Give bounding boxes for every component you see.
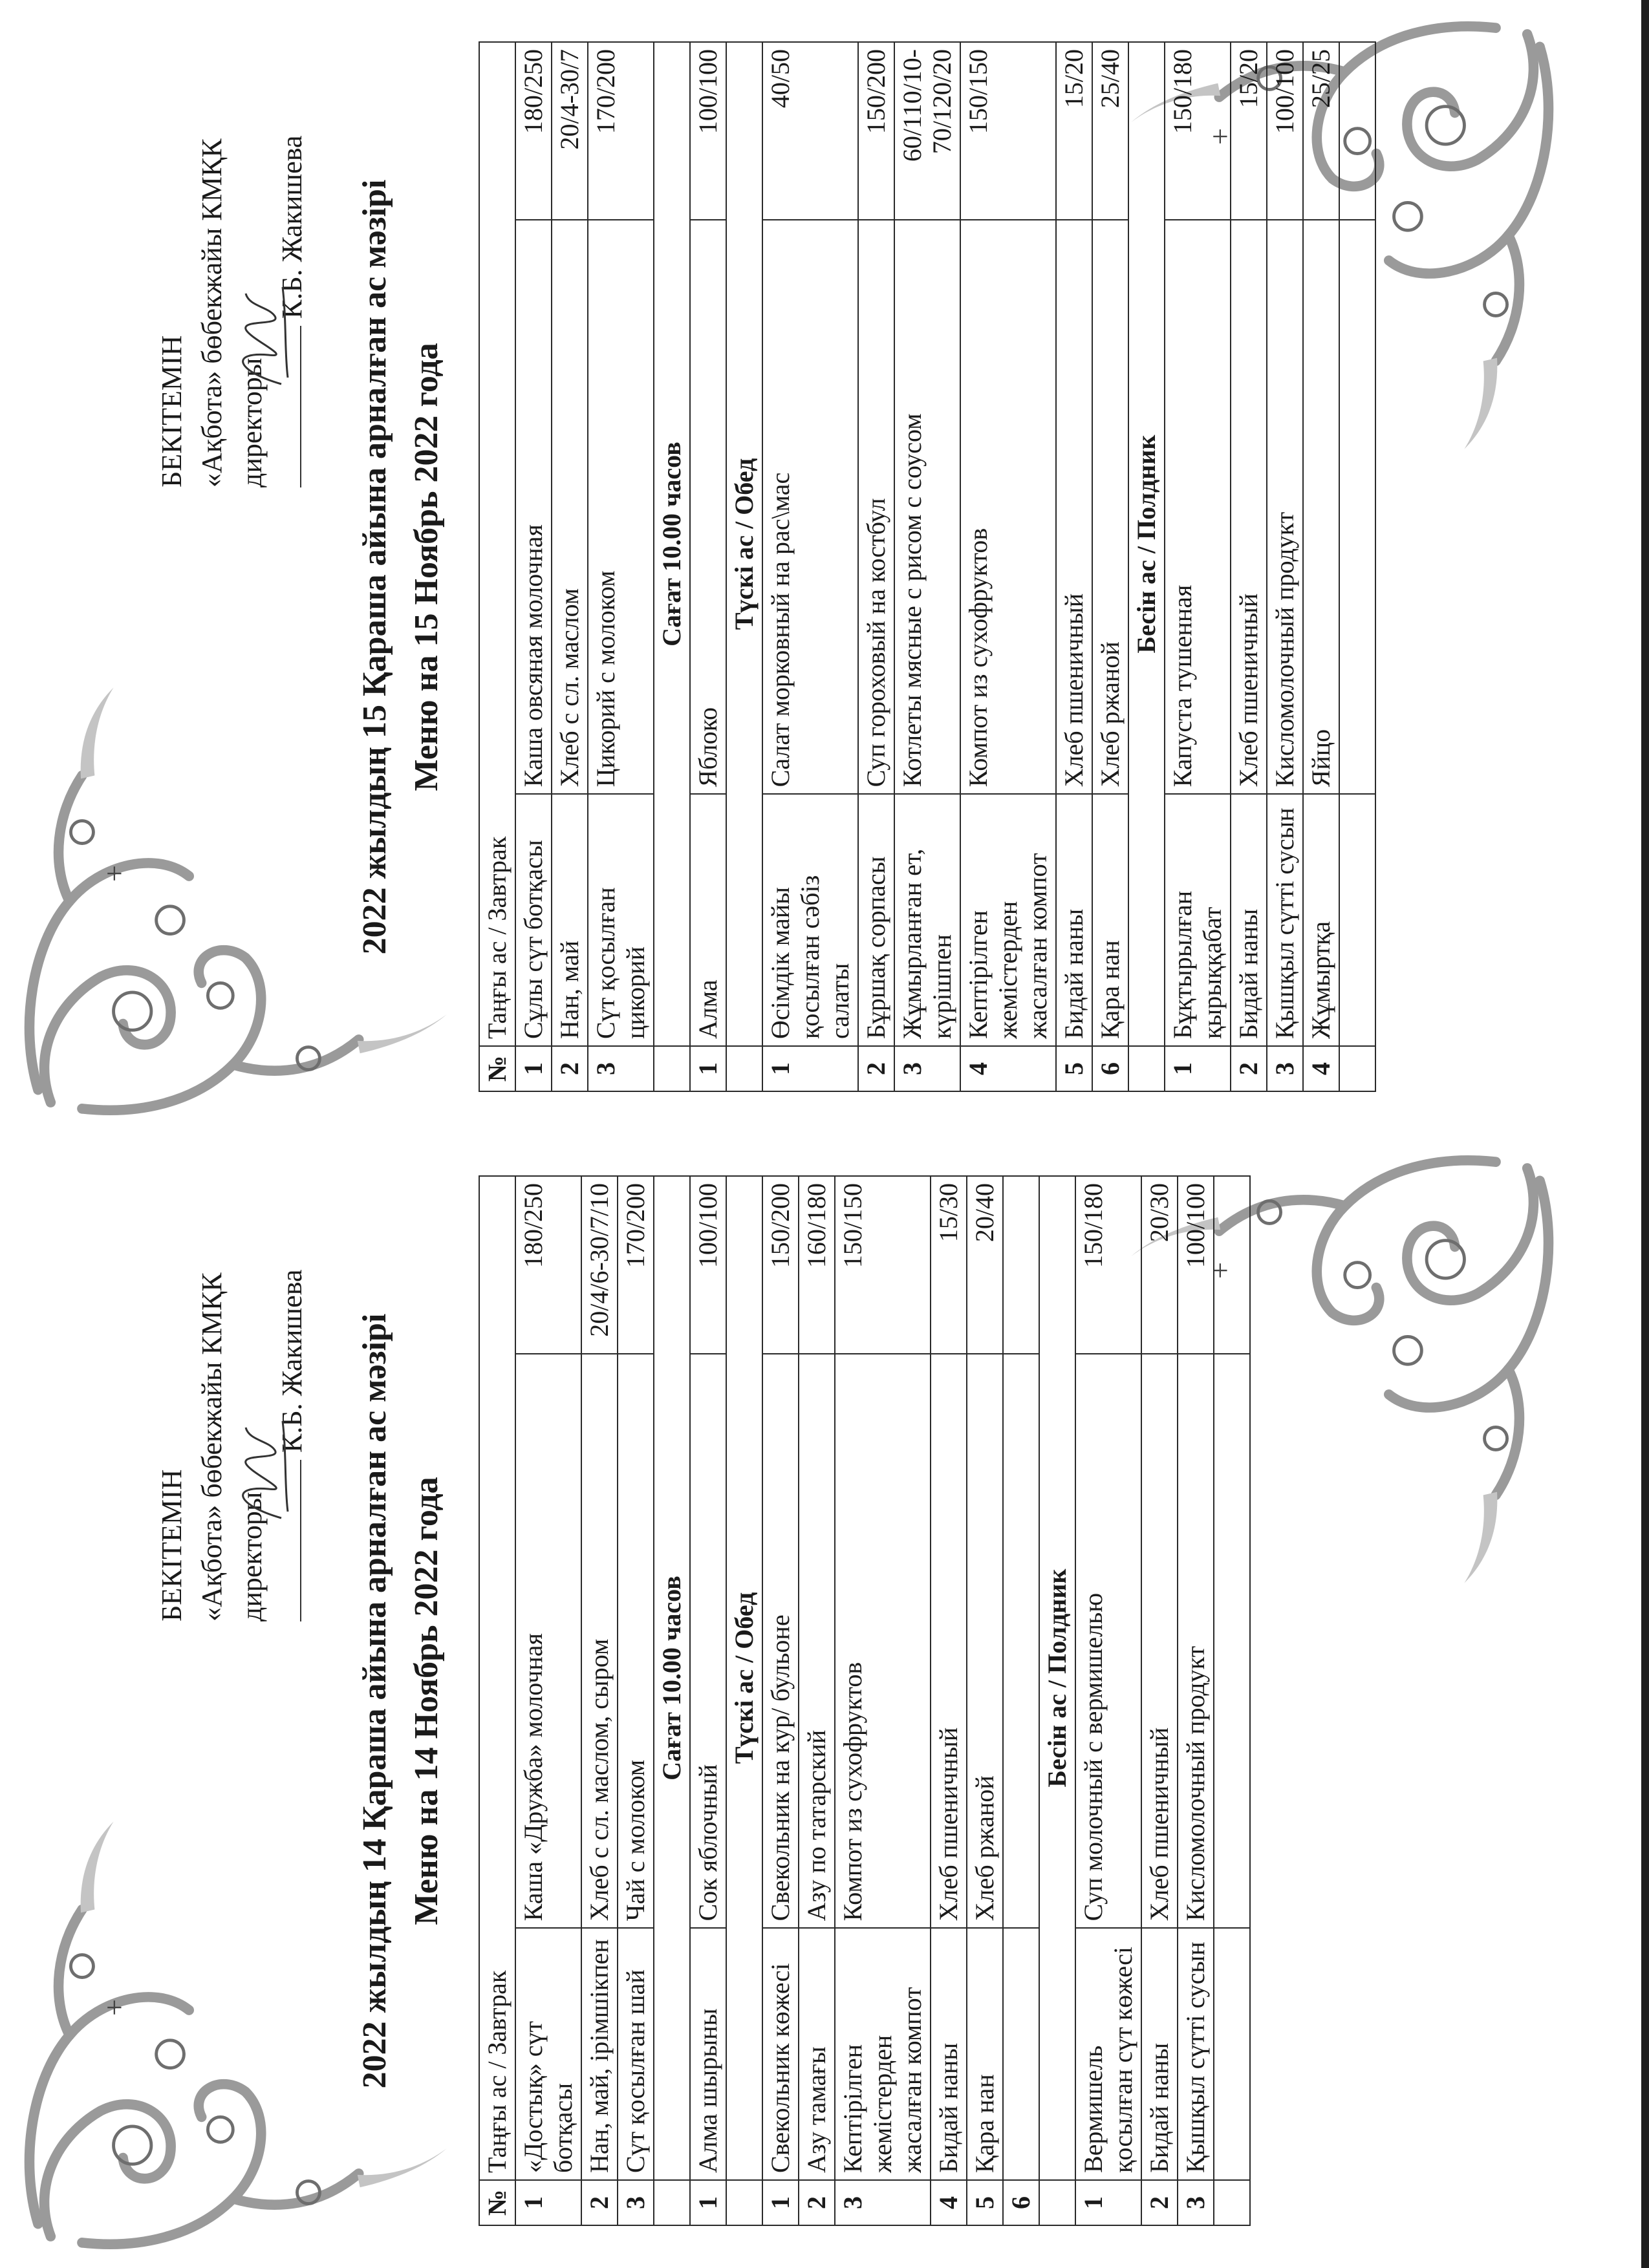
portion: 100/100 xyxy=(1267,42,1303,220)
section-row xyxy=(1128,42,1165,1091)
section-row xyxy=(654,1176,690,2225)
dish-ru: Кисломолочный продукт xyxy=(1267,220,1303,795)
title-kz: 2022 жылдың 15 Қараша айына арналған ас мәзірі xyxy=(356,179,393,955)
empty-cell xyxy=(1214,1354,1250,1929)
portion: 40/50 xyxy=(762,42,858,220)
dish-kz: Бидай наны xyxy=(931,1928,967,2180)
dish-ru: Компот из сухофруктов xyxy=(960,220,1056,795)
portion: 180/250 xyxy=(515,42,552,220)
table-row xyxy=(515,1176,581,2225)
approval-org: «Ақбота» бөбекжайы КМҚК xyxy=(196,1272,228,1621)
dish-ru: Хлеб пшеничный xyxy=(1056,220,1092,795)
table-row xyxy=(960,42,1056,1091)
row-number: 1 xyxy=(1165,1046,1231,1091)
section-header-lunch: Түскі ас / Обед xyxy=(726,42,762,1046)
table-row xyxy=(552,42,588,1091)
section-row xyxy=(1039,1176,1075,2225)
page-title xyxy=(349,0,453,1134)
row-number: 4 xyxy=(960,1046,1056,1091)
signature-icon xyxy=(223,281,307,390)
dish-ru: Каша овсяная молочная xyxy=(515,220,552,795)
empty-cell xyxy=(1214,1928,1250,2180)
portion: 150/200 xyxy=(858,42,894,220)
empty-cell xyxy=(726,1046,762,1091)
page-title xyxy=(349,1134,453,2268)
section-header-lunch: Түскі ас / Обед xyxy=(726,1176,762,2180)
section-row xyxy=(726,42,762,1091)
section-header-breakfast: Таңғы ас / Завтрак xyxy=(479,1176,515,2180)
menu-table xyxy=(479,1175,1251,2226)
row-number: 3 xyxy=(588,1046,654,1091)
dish-kz: Қышқыл сүтті сусын xyxy=(1178,1928,1214,2180)
portion: 60/110/10-70/120/20 xyxy=(894,42,960,220)
portion: 170/200 xyxy=(588,42,654,220)
row-number: 2 xyxy=(1231,1046,1267,1091)
table-row xyxy=(1231,42,1267,1091)
table-row xyxy=(894,42,960,1091)
cross-mark-icon: + xyxy=(98,1999,131,2016)
dish-ru: Суп гороховый на костбул xyxy=(858,220,894,795)
dish-ru: Салат морковный на рас\мас xyxy=(762,220,858,795)
row-number: 3 xyxy=(1267,1046,1303,1091)
portion xyxy=(1003,1176,1039,1354)
table-row xyxy=(1165,42,1231,1091)
table-row xyxy=(581,1176,618,2225)
portion: 150/180 xyxy=(1075,1176,1141,1354)
title-ru: Меню на 15 Ноябрь 2022 года xyxy=(408,343,445,791)
dish-ru xyxy=(1003,1354,1039,1929)
empty-cell xyxy=(726,2180,762,2225)
menu-page-nov14 xyxy=(0,1134,1649,2268)
column-number-header: № xyxy=(479,1046,515,1091)
row-number: 4 xyxy=(1303,1046,1339,1091)
table-row xyxy=(1214,1176,1250,2225)
row-number: 1 xyxy=(762,2180,799,2225)
portion: 25/40 xyxy=(1092,42,1128,220)
dish-kz: Өсімдік майы қосылған сәбіз салаты xyxy=(762,794,858,1046)
director-label: директоры xyxy=(236,358,268,487)
table-row xyxy=(762,1176,799,2225)
dish-kz: Нан, май, ірімшікпен xyxy=(581,1928,618,2180)
director-name: К.Б. Жакишева xyxy=(276,1269,308,1453)
row-number: 1 xyxy=(690,1046,726,1091)
dish-ru: Хлеб пшеничный xyxy=(931,1354,967,1929)
dish-ru: Свекольник на кур/ бульоне xyxy=(762,1354,799,1929)
dish-kz: Жұмырланған ет, күрішпен xyxy=(894,794,960,1046)
dish-kz: Вермишель қосылған сүт көжесі xyxy=(1075,1928,1141,2180)
row-number: 2 xyxy=(1141,2180,1178,2225)
title-ru: Меню на 14 Ноябрь 2022 года xyxy=(408,1477,445,1925)
director-name: К.Б. Жакишева xyxy=(276,135,308,319)
column-number-header: № xyxy=(479,2180,515,2225)
dish-kz: Кептірілген жемістерден жасалған компот xyxy=(960,794,1056,1046)
dish-kz: Нан, май xyxy=(552,794,588,1046)
signature-icon xyxy=(223,1415,307,1524)
dish-ru: Хлеб пшеничный xyxy=(1141,1354,1178,1929)
dish-kz: Сұлы сүт ботқасы xyxy=(515,794,552,1046)
approval-block xyxy=(152,1269,312,1621)
director-label: директоры xyxy=(236,1492,268,1621)
dish-kz: Алма шырыны xyxy=(690,1928,726,2180)
dish-ru: Яйцо xyxy=(1303,220,1339,795)
section-header-snack: Сағат 10.00 часов xyxy=(654,1176,690,2180)
portion: 150/200 xyxy=(762,1176,799,1354)
empty-cell xyxy=(654,2180,690,2225)
dish-kz: Кептірілген жемістерден жасалған компот xyxy=(835,1928,931,2180)
dish-kz: Бидай наны xyxy=(1056,794,1092,1046)
approval-label: БЕКІТЕМІН xyxy=(156,1469,188,1621)
section-header-snack: Сағат 10.00 часов xyxy=(654,42,690,1046)
row-number: 1 xyxy=(690,2180,726,2225)
empty-cell xyxy=(1214,2180,1250,2225)
dish-ru: Каша «Дружба» молочная xyxy=(515,1354,581,1929)
table-row xyxy=(588,42,654,1091)
row-number: 3 xyxy=(1178,2180,1214,2225)
approval-director xyxy=(232,135,312,487)
portion: 20/40 xyxy=(967,1176,1003,1354)
dish-ru: Сок яблочный xyxy=(690,1354,726,1929)
table-row xyxy=(690,42,726,1091)
table-row xyxy=(931,1176,967,2225)
table-row xyxy=(1141,1176,1178,2225)
dish-ru: Котлеты мясные с рисом с соусом xyxy=(894,220,960,795)
row-number: 3 xyxy=(618,2180,654,2225)
dish-ru: Капуста тушенная xyxy=(1165,220,1231,795)
table-header-row xyxy=(479,42,515,1091)
empty-cell xyxy=(1339,220,1375,795)
portion: 150/150 xyxy=(960,42,1056,220)
portion: 25/25 xyxy=(1303,42,1339,220)
section-header-breakfast: Таңғы ас / Завтрак xyxy=(479,42,515,1046)
table-row xyxy=(1092,42,1128,1091)
portion: 20/30 xyxy=(1141,1176,1178,1354)
dish-ru: Яблоко xyxy=(690,220,726,795)
table-row xyxy=(1178,1176,1214,2225)
dish-ru: Хлеб с сл. маслом, сыром xyxy=(581,1354,618,1929)
row-number: 2 xyxy=(581,2180,618,2225)
table-header-row xyxy=(479,1176,515,2225)
scan-edge xyxy=(1641,0,1649,2268)
portion: 150/180 xyxy=(1165,42,1231,220)
dish-ru: Хлеб с сл. маслом xyxy=(552,220,588,795)
section-row xyxy=(654,42,690,1091)
empty-cell xyxy=(1339,794,1375,1046)
row-number: 4 xyxy=(931,2180,967,2225)
portion: 100/100 xyxy=(1178,1176,1214,1354)
row-number: 2 xyxy=(552,1046,588,1091)
table-row xyxy=(1075,1176,1141,2225)
row-number: 2 xyxy=(858,1046,894,1091)
portion: 20/4-30/7 xyxy=(552,42,588,220)
table-row xyxy=(1003,1176,1039,2225)
portion: 100/100 xyxy=(690,42,726,220)
row-number: 5 xyxy=(1056,1046,1092,1091)
dish-kz: Свекольник көжесі xyxy=(762,1928,799,2180)
cross-mark-icon: + xyxy=(1203,128,1236,145)
row-number: 1 xyxy=(515,1046,552,1091)
table-row xyxy=(762,42,858,1091)
row-number: 3 xyxy=(894,1046,960,1091)
dish-kz: Қара нан xyxy=(1092,794,1128,1046)
table-row xyxy=(1303,42,1339,1091)
dish-kz: Жұмыртқа xyxy=(1303,794,1339,1046)
table-row xyxy=(1339,42,1375,1091)
row-number: 5 xyxy=(967,2180,1003,2225)
cross-mark-icon: + xyxy=(98,865,131,882)
approval-block xyxy=(152,135,312,487)
empty-cell xyxy=(654,1046,690,1091)
dish-kz: Бұршақ сорпасы xyxy=(858,794,894,1046)
dish-ru: Хлеб ржаной xyxy=(967,1354,1003,1929)
section-header-afternoon: Бесін ас / Полдник xyxy=(1128,42,1165,1046)
empty-cell xyxy=(1128,1046,1165,1091)
empty-cell xyxy=(1214,1176,1250,1354)
portion: 180/250 xyxy=(515,1176,581,1354)
portion: 15/20 xyxy=(1056,42,1092,220)
row-number: 6 xyxy=(1092,1046,1128,1091)
dish-kz xyxy=(1003,1928,1039,2180)
table-row xyxy=(690,1176,726,2225)
empty-cell xyxy=(1039,2180,1075,2225)
cross-mark-icon: + xyxy=(1203,1262,1236,1279)
table-row xyxy=(1056,42,1092,1091)
table-row xyxy=(835,1176,931,2225)
section-header-afternoon: Бесін ас / Полдник xyxy=(1039,1176,1075,2180)
portion: 20/4/6-30/7/10 xyxy=(581,1176,618,1354)
row-number: 1 xyxy=(762,1046,858,1091)
row-number: 2 xyxy=(799,2180,835,2225)
dish-ru: Хлеб пшеничный xyxy=(1231,220,1267,795)
empty-cell xyxy=(1339,1046,1375,1091)
dish-kz: Қара нан xyxy=(967,1928,1003,2180)
portion: 160/180 xyxy=(799,1176,835,1354)
dish-kz: Алма xyxy=(690,794,726,1046)
row-number: 1 xyxy=(515,2180,581,2225)
table-row xyxy=(799,1176,835,2225)
portion: 170/200 xyxy=(618,1176,654,1354)
approval-org: «Ақбота» бөбекжайы КМҚК xyxy=(196,138,228,487)
portion: 150/150 xyxy=(835,1176,931,1354)
dish-ru: Компот из сухофруктов xyxy=(835,1354,931,1929)
approval-label: БЕКІТЕМІН xyxy=(156,335,188,487)
dish-kz: Сүт қосылған шай xyxy=(618,1928,654,2180)
dish-ru: Азу по татарский xyxy=(799,1354,835,1929)
table-row xyxy=(515,42,552,1091)
dish-ru: Хлеб ржаной xyxy=(1092,220,1128,795)
dish-kz: Бұқтырылған қырыққабат xyxy=(1165,794,1231,1046)
empty-cell xyxy=(1339,42,1375,220)
dish-kz: Сүт қосылған цикорий xyxy=(588,794,654,1046)
section-row xyxy=(726,1176,762,2225)
dish-ru: Кисломолочный продукт xyxy=(1178,1354,1214,1929)
table-row xyxy=(858,42,894,1091)
row-number: 3 xyxy=(835,2180,931,2225)
portion: 15/30 xyxy=(931,1176,967,1354)
dish-ru: Суп молочный с вермишелью xyxy=(1075,1354,1141,1929)
table-row xyxy=(967,1176,1003,2225)
menu-table xyxy=(479,41,1376,1092)
approval-director xyxy=(232,1269,312,1621)
dish-kz: Қышқыл сүтті сусын xyxy=(1267,794,1303,1046)
dish-kz: Бидай наны xyxy=(1231,794,1267,1046)
dish-ru: Цикорий с молоком xyxy=(588,220,654,795)
table-row xyxy=(618,1176,654,2225)
row-number: 1 xyxy=(1075,2180,1141,2225)
dish-ru: Чай с молоком xyxy=(618,1354,654,1929)
title-kz: 2022 жылдың 14 Қараша айына арналған ас мәзірі xyxy=(356,1313,393,2089)
table-row xyxy=(1267,42,1303,1091)
dish-kz: Бидай наны xyxy=(1141,1928,1178,2180)
row-number: 6 xyxy=(1003,2180,1039,2225)
portion: 100/100 xyxy=(690,1176,726,1354)
portion: 15/20 xyxy=(1231,42,1267,220)
dish-kz: «Достық» сүт ботқасы xyxy=(515,1928,581,2180)
dish-kz: Азу тамағы xyxy=(799,1928,835,2180)
